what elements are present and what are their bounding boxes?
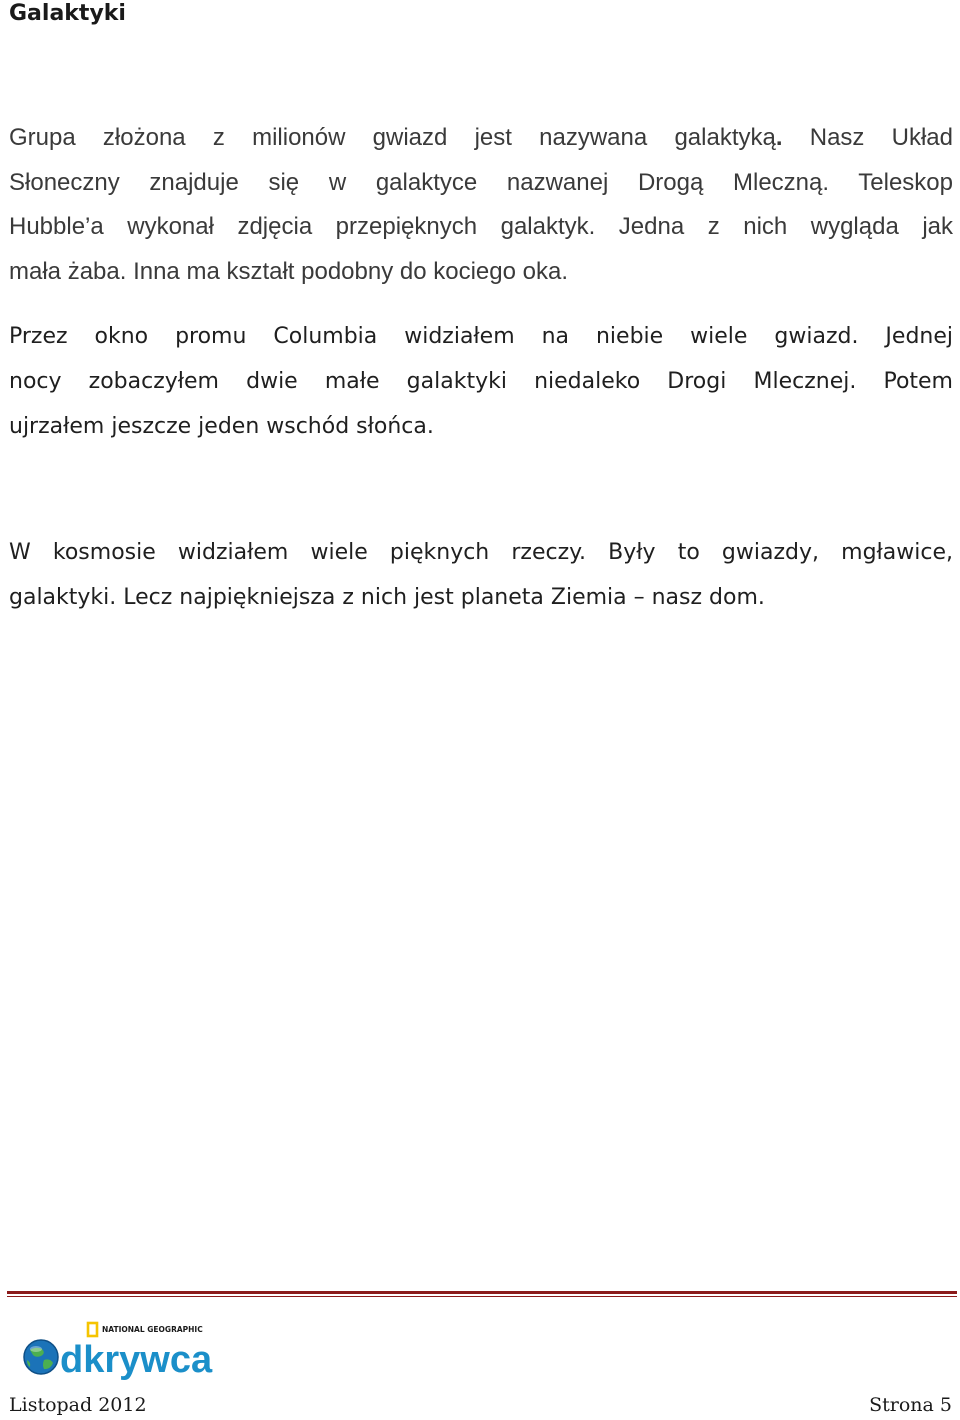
footer-divider [7, 1291, 957, 1297]
paragraph-line: Słoneczny znajduje się w galaktyce nazwanej Drogą Mleczną. Teleskop [9, 168, 953, 196]
paragraph-line: Przez okno promu Columbia widziałem na niebie wiele gwiazd. Jednej [9, 324, 953, 349]
paragraph-2 [9, 314, 953, 449]
paragraph-1 [9, 116, 953, 294]
odkrywca-logo [22, 1320, 237, 1380]
paragraph-line: mała żaba. Inna ma kształt podobny do kociego oka. [9, 257, 569, 285]
yellow-frame-icon [88, 1323, 97, 1336]
page-title: Galaktyki [9, 1, 126, 26]
paragraph-line: Grupa złożona z milionów gwiazd jest nazywana galaktyką. Nasz Układ [9, 124, 953, 151]
footer-date: Listopad 2012 [9, 1394, 147, 1416]
national-geographic-text: NATIONAL GEOGRAPHIC [102, 1325, 203, 1334]
paragraph-line: W kosmosie widziałem wiele pięknych rzeczy. Były to gwiazdy, mgławice, [9, 540, 953, 565]
footer-page-number: Strona 5 [869, 1394, 952, 1416]
odkrywca-wordmark: dkrywca [60, 1339, 213, 1380]
paragraph-line: nocy zobaczyłem dwie małe galaktyki niedaleko Drogi Mlecznej. Potem [9, 369, 953, 394]
paragraph-line: ujrzałem jeszcze jeden wschód słońca. [9, 414, 434, 439]
paragraph-3 [9, 530, 953, 620]
paragraph-line: galaktyki. Lecz najpiękniejsza z nich jest planeta Ziemia – nasz dom. [9, 585, 765, 610]
paragraph-line: Hubble’a wykonał zdjęcia przepięknych galaktyk. Jedna z nich wygląda jak [9, 213, 953, 240]
globe-icon [24, 1340, 58, 1374]
